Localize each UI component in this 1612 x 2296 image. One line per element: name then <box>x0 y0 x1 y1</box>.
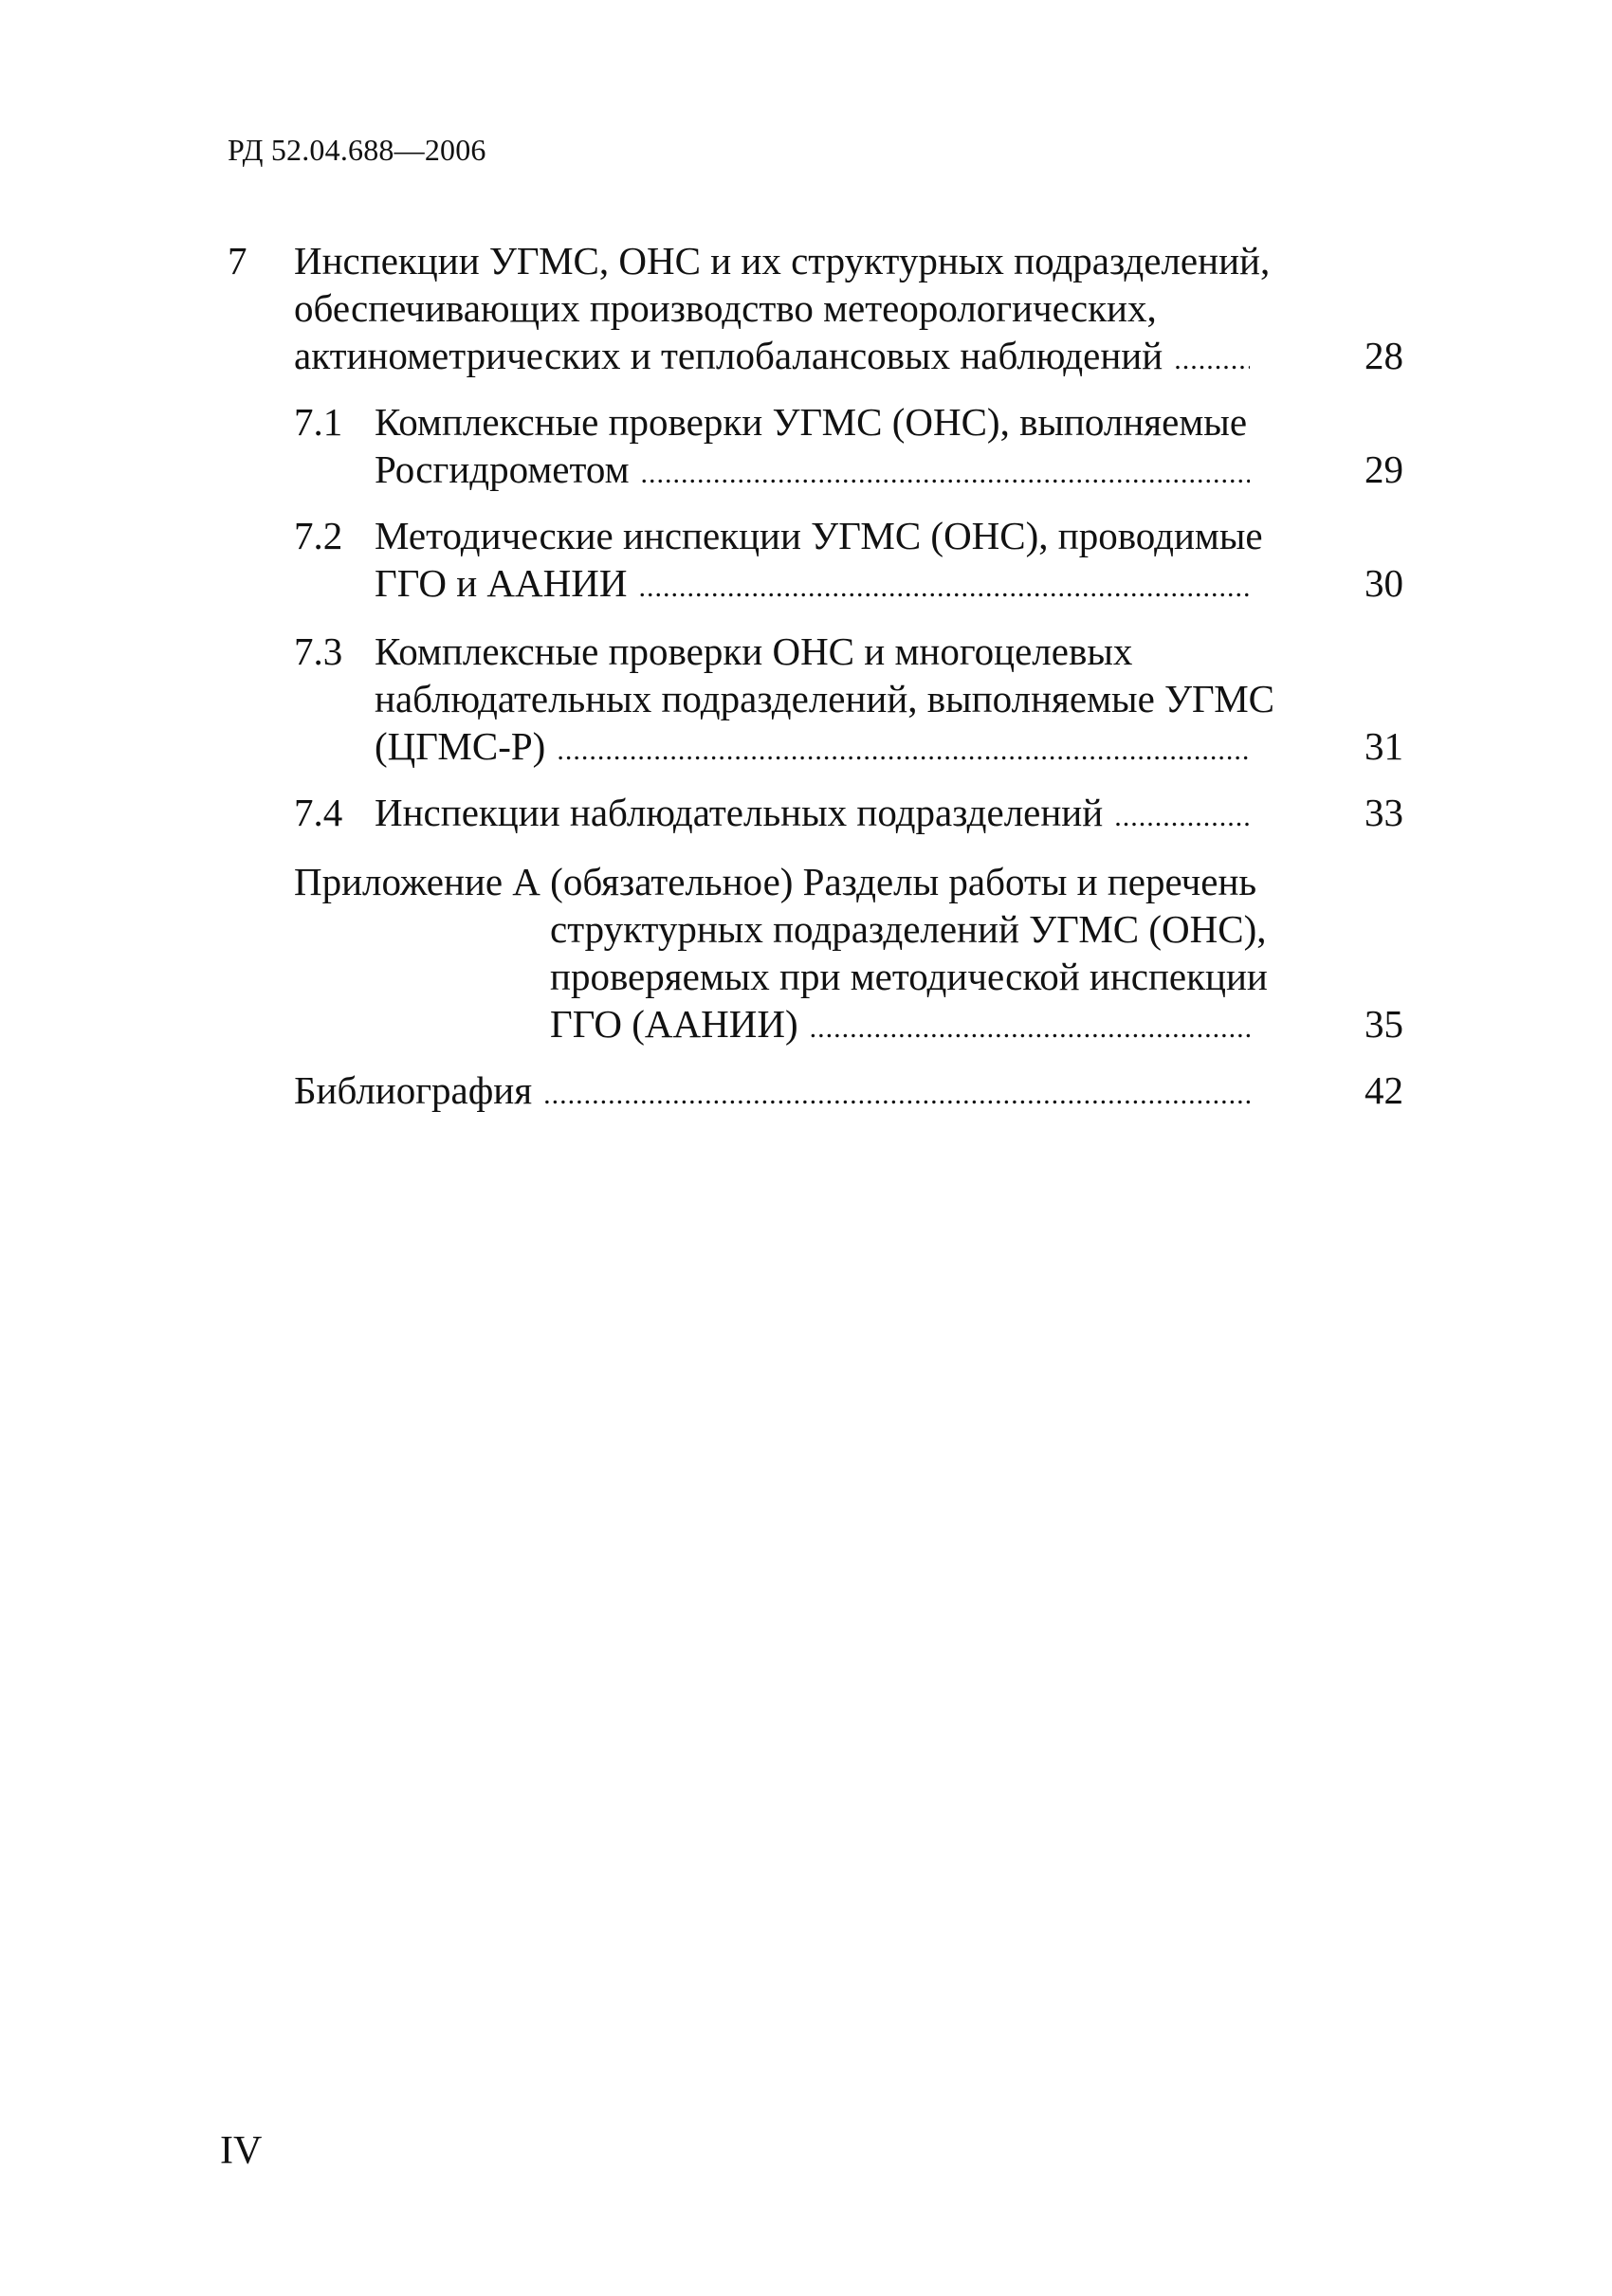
dot-leader <box>1174 332 1250 384</box>
toc-page-number: 42 <box>1365 1068 1403 1112</box>
dot-leader <box>543 1066 1250 1119</box>
toc-page-number: 28 <box>1365 334 1403 377</box>
document-code-header: РД 52.04.688—2006 <box>228 133 486 167</box>
toc-page-number: 30 <box>1365 561 1403 605</box>
toc-entry-text: обеспечивающих производство метеорологических, <box>294 286 1157 330</box>
toc-entry-7-1 <box>294 398 1403 493</box>
toc-entry-text: Методические инспекции УГМС (ОНС), проводимые <box>375 514 1263 557</box>
toc-entry-text: Комплексные проверки УГМС (ОНС), выполняемые <box>375 400 1248 444</box>
toc-entry-text: (ЦГМС-Р) <box>375 724 546 768</box>
toc-number: 7 <box>228 239 247 282</box>
toc-entry-text: Инспекции наблюдательных подразделений <box>375 791 1104 834</box>
toc-entry-text: Росгидрометом <box>375 447 630 491</box>
toc-entry-7-2 <box>294 512 1403 607</box>
dot-leader <box>810 1000 1250 1052</box>
toc-entry-text: наблюдательных подразделений, выполняемые УГМС <box>375 677 1275 720</box>
toc-entry-bibliography <box>294 1066 1403 1114</box>
toc-entry-text: Комплексные проверки ОНС и многоцелевых <box>375 629 1133 673</box>
toc-entry-text: Библиография <box>294 1068 533 1112</box>
toc-page-number: 31 <box>1365 724 1403 768</box>
toc-page-number: 29 <box>1365 447 1403 491</box>
toc-entry-text: Инспекции УГМС, ОНС и их структурных подразделений, <box>294 239 1271 282</box>
toc-entry-text: ГГО (ААНИИ) <box>550 1002 798 1046</box>
toc-entry-text: ГГО и ААНИИ <box>375 561 628 605</box>
toc-entry-text: актинометрических и теплобалансовых наблюдений <box>294 334 1163 377</box>
toc-number: 7.1 <box>294 400 343 444</box>
toc-page-number: 35 <box>1365 1002 1403 1046</box>
toc-number: 7.4 <box>294 791 343 834</box>
toc-entry-7-4 <box>294 789 1403 836</box>
toc-entry-text: структурных подразделений УГМС (ОНС), <box>550 907 1267 951</box>
dot-leader <box>641 446 1250 498</box>
toc-entry-7-3 <box>294 628 1403 770</box>
toc-page-number: 33 <box>1365 791 1403 834</box>
toc-entry-7 <box>228 237 1403 379</box>
dot-leader <box>1114 789 1250 841</box>
dot-leader <box>638 559 1250 611</box>
toc-entry-appendix-a <box>294 858 1403 1048</box>
page-number-footer: IV <box>220 2129 263 2173</box>
toc-entry-text: проверяемых при методической инспекции <box>550 955 1268 998</box>
dot-leader <box>557 722 1250 774</box>
toc-number: 7.3 <box>294 629 343 673</box>
toc-entry-text: Приложение А (обязательное) Разделы работы и перечень <box>294 860 1257 903</box>
toc-number: 7.2 <box>294 514 343 557</box>
